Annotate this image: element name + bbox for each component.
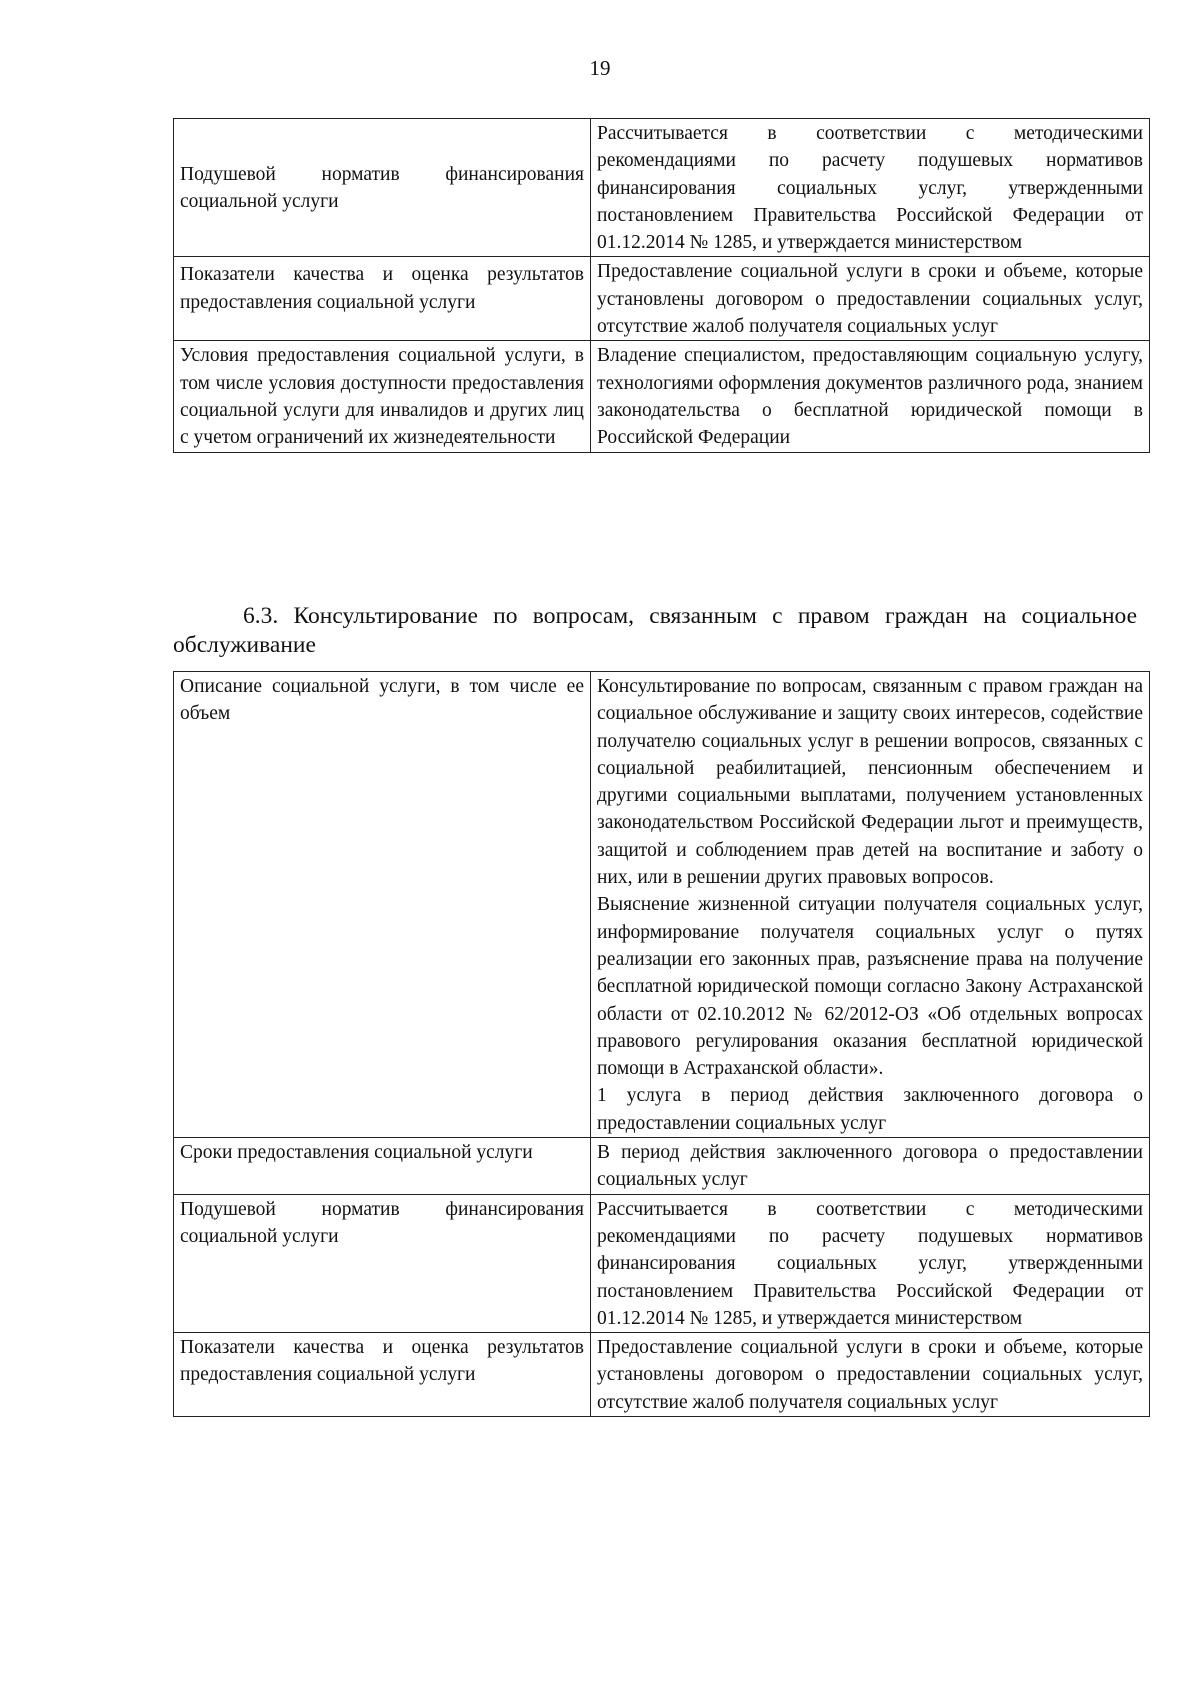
row-value-paragraph: Рассчитывается в соответствии с методическими рекомендациями по расчету подушевых нормативов финансирования социальных услуг, утвержденными постановлением Правительства Российской Федерации от 01.12.2014 № 1285, и утверждается министерством (597, 123, 1143, 254)
row-value (591, 119, 1150, 257)
row-label: Сроки предоставления социальной услуги (174, 1138, 591, 1195)
table-row (174, 257, 1150, 341)
row-value-paragraph: Выяснение жизненной ситуации получателя социальных услуг, информирование получателя социальных услуг о путях реализации его законных прав, разъяснение права на получение бесплатной юридической помощи согласно Закону Астраханской области от 02.10.2012 № 62/2012-ОЗ «Об отдельных вопросах правового регулирования оказания бесплатной юридической помощи в Астраханской области». (597, 894, 1143, 1080)
row-value-paragraph: Рассчитывается в соответствии с методическими рекомендациями по расчету подушевых нормативов финансирования социальных услуг, утвержденными постановлением Правительства Российской Федерации от 01.12.2014 № 1285, и утверждается министерством (597, 1198, 1143, 1329)
table-row (174, 1194, 1150, 1332)
row-label: Подушевой норматив финансирования социальной услуги (174, 1194, 591, 1332)
row-label: Условия предоставления социальной услуги, в том числе условия доступности предоставления социальной услуги для инвалидов и других лиц с учетом ограничений их жизнедеятельности (174, 341, 591, 452)
row-value-paragraph: Консультирование по вопросам, связанным с правом граждан на социальное обслуживание и защиту своих интересов, содействие получателю социальных услуг в решении вопросов, связанных с социальной реабилитацией, пенсионным обеспечением и другими социальными выплатами, получением установленных законодательством Российской Федерации льгот и преимуществ, защитой и соблюдением прав детей на воспитание и заботу о них, или в решении других правовых вопросов. (597, 676, 1143, 889)
row-value (591, 1333, 1150, 1417)
section-heading (173, 602, 1137, 660)
row-value (591, 257, 1150, 341)
row-label: Подушевой норматив финансирования социальной услуги (174, 119, 591, 257)
row-value (591, 1138, 1150, 1195)
table-row (174, 1138, 1150, 1195)
row-value-paragraph: Предоставление социальной услуги в сроки и объеме, которые установлены договором о предоставлении социальных услуг, отсутствие жалоб получателя социальных услуг (597, 261, 1143, 338)
page-number: 19 (589, 56, 611, 80)
row-value-paragraph: 1 услуга в период действия заключенного договора о предоставлении социальных услуг (597, 1085, 1143, 1134)
service-table-1 (173, 118, 1150, 453)
row-value (591, 341, 1150, 452)
service-table-2 (173, 671, 1150, 1417)
table-row (174, 672, 1150, 1138)
row-label: Показатели качества и оценка результатов предоставления социальной услуги (174, 1333, 591, 1417)
row-value-paragraph: Владение специалистом, предоставляющим социальную услугу, технологиями оформления документов различного рода, знанием законодательства о бесплатной юридической помощи в Российской Федерации (597, 345, 1143, 449)
row-value (591, 1194, 1150, 1332)
row-label: Описание социальной услуги, в том числе ее объем (174, 672, 591, 1138)
row-value-paragraph: Предоставление социальной услуги в сроки и объеме, которые установлены договором о предоставлении социальных услуг, отсутствие жалоб получателя социальных услуг (597, 1337, 1143, 1413)
table-row (174, 1333, 1150, 1417)
row-value-paragraph: В период действия заключенного договора о предоставлении социальных услуг (597, 1142, 1143, 1191)
table-row (174, 119, 1150, 257)
table-row (174, 341, 1150, 452)
row-value (591, 672, 1150, 1138)
section-heading-text: 6.3. Консультирование по вопросам, связанным с правом граждан на социальное обслуживание (173, 603, 1137, 658)
row-label: Показатели качества и оценка результатов предоставления социальной услуги (174, 257, 591, 341)
